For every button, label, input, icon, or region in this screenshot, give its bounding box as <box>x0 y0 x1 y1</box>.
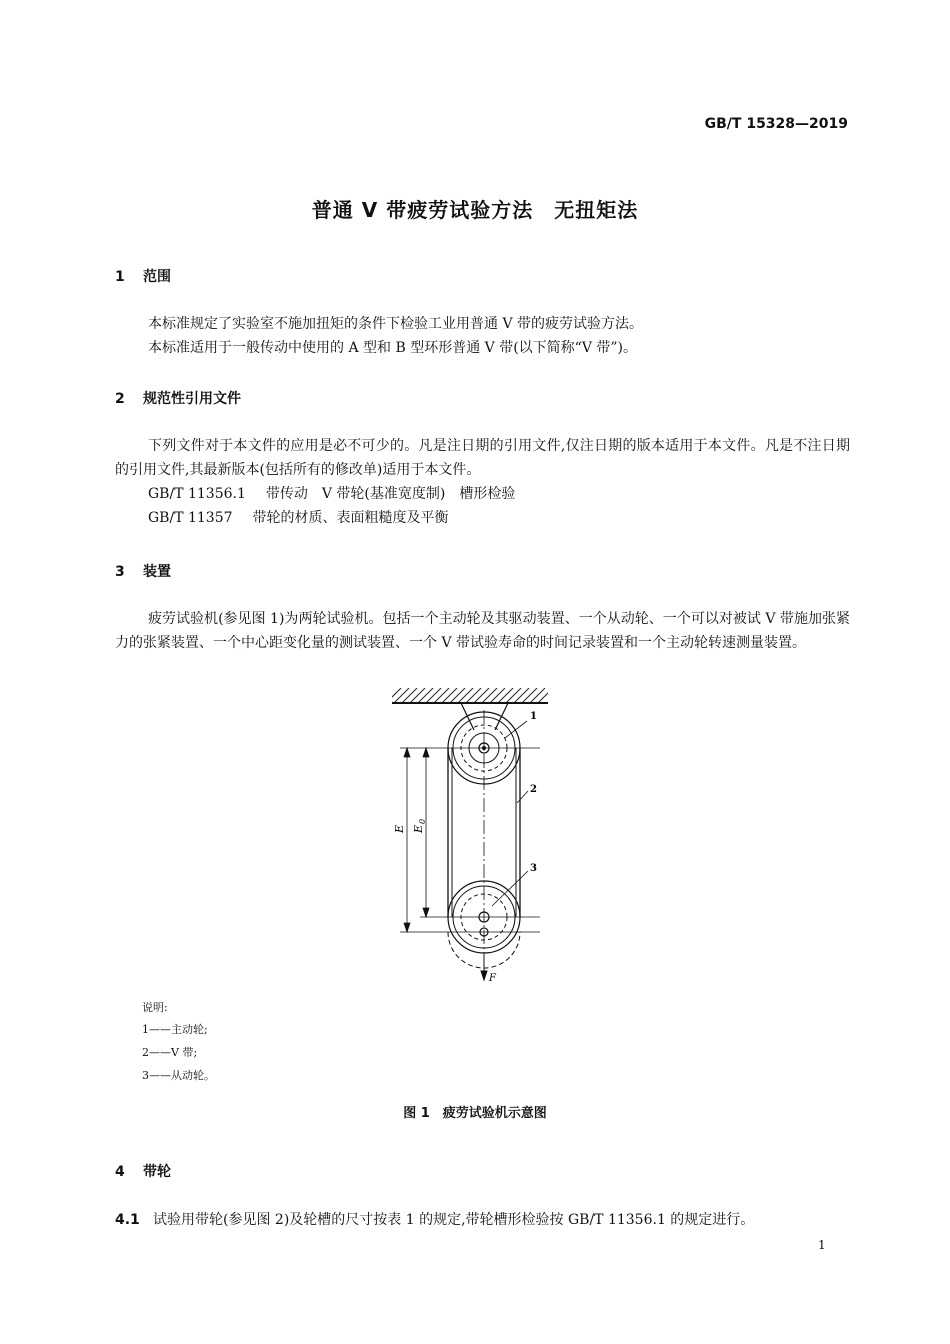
ceiling-hatch <box>386 688 553 703</box>
section-title: 规范性引用文件 <box>143 391 241 407</box>
callout-leaders <box>492 721 528 906</box>
subsection-4-1 <box>115 1208 754 1233</box>
reference-title: 带传动 V 带轮(基准宽度制) 槽形检验 <box>265 486 516 502</box>
section-2-heading <box>115 388 241 408</box>
paragraph: 本标准适用于一般传动中使用的 A 型和 B 型环形普通 V 带(以下简称“V 带”)。 <box>148 340 638 356</box>
section-title: 带轮 <box>143 1164 171 1180</box>
subsection-number: 4.1 <box>115 1212 140 1228</box>
paragraph: 疲劳试验机(参见图 1)为两轮试验机。包括一个主动轮及其驱动装置、一个从动轮、一个可以对被试 V 带施加张紧力的张紧装置、一个中心距变化量的测试装置、一个 V 带试验寿命的时间记录装置和一个主动轮转速测量装置。 <box>115 611 850 651</box>
legend-title: 说明: <box>142 1001 168 1014</box>
callout-2: 2 <box>530 784 537 795</box>
reference-item <box>148 506 449 530</box>
dim-e0-label <box>412 819 427 834</box>
legend-item: 3——从动轮。 <box>142 1069 215 1082</box>
dim-e-label: E <box>393 824 406 833</box>
legend-item: 2——V 带; <box>142 1046 198 1059</box>
dim-e0-symbol: E <box>412 824 425 833</box>
fatigue-test-machine-diagram <box>380 680 560 990</box>
callout-3: 3 <box>530 863 537 874</box>
paragraph: 本标准规定了实验室不施加扭矩的条件下检验工业用普通 V 带的疲劳试验方法。 <box>148 316 644 332</box>
reference-code: GB/T 11357 <box>148 510 233 526</box>
reference-title: 带轮的材质、表面粗糙度及平衡 <box>252 510 449 526</box>
reference-code: GB/T 11356.1 <box>148 486 246 502</box>
paragraph: 下列文件对于本文件的应用是必不可少的。凡是注日期的引用文件,仅注日期的版本适用于本文件。凡是不注日期的引用文件,其最新版本(包括所有的修改单)适用于本文件。 <box>115 438 850 478</box>
standard-code: GB/T 15328—2019 <box>704 116 848 132</box>
figure-caption: 图 1 疲劳试验机示意图 <box>403 1106 547 1121</box>
section-title: 范围 <box>143 269 171 285</box>
section-title: 装置 <box>143 564 171 580</box>
callout-1: 1 <box>530 711 537 722</box>
force-label: F <box>489 973 496 984</box>
section-number: 3 <box>115 564 125 580</box>
reference-item <box>148 482 515 506</box>
dim-e0-subscript: 0 <box>418 818 427 824</box>
section-4-heading <box>115 1161 171 1181</box>
section-number: 2 <box>115 391 125 407</box>
section-number: 1 <box>115 269 125 285</box>
section-1-heading <box>115 266 171 286</box>
section-3-heading <box>115 561 171 581</box>
subsection-text: 试验用带轮(参见图 2)及轮槽的尺寸按表 1 的规定,带轮槽形检验按 GB/T 11356.1 的规定进行。 <box>153 1212 755 1228</box>
legend-item: 1——主动轮; <box>142 1023 208 1036</box>
section-number: 4 <box>115 1164 125 1180</box>
document-title: 普通 V 带疲劳试验方法 无扭矩法 <box>311 198 639 222</box>
dimension-e <box>404 748 410 932</box>
page-number: 1 <box>818 1238 826 1252</box>
